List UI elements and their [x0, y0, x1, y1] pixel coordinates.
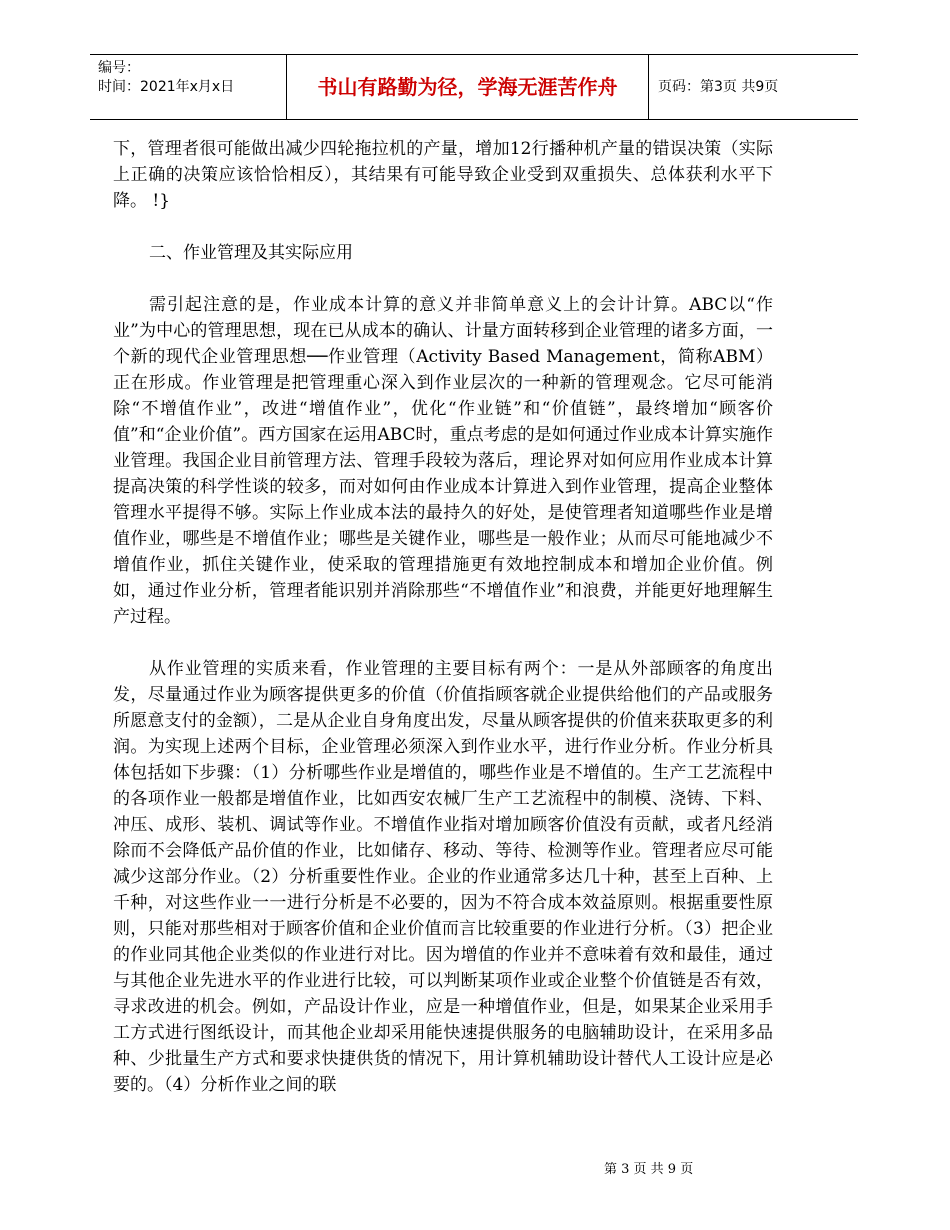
section-heading: 二、作业管理及其实际应用 [149, 243, 353, 263]
header-meta [98, 59, 234, 97]
paragraph: 需引起注意的是，作业成本计算的意义并非简单意义上的会计计算。ABC以“作业”为中心的管理思想，现在已从成本的确认、计量方面转移到企业管理的诸多方面，一个新的现代企业管理思想──作业管理（Activity Based Management，简称ABM）正在形成。作业管理是把管理重心深入到作业层次的一种新的管理观念。它尽可能消除“不增值作业”，改进“增值作业”，优化“作业链”和“价值链”，最终增加“顾客价值”和“企业价值”。西方国家在运用ABC时，重点考虑的是如何通过作业成本计算实施作业管理。我国企业目前管理方法、管理手段较为落后，理论界对如何应用作业成本计算提高决策的科学性谈的较多，而对如何由作业成本计算进入到作业管理，提高企业整体管理水平提得不够。实际上作业成本法的最持久的好处，是使管理者知道哪些作业是增值作业，哪些是不增值作业；哪些是关键作业，哪些是一般作业；从而尽可能地减少不增值作业，抓住关键作业，使采取的管理措施更有效地控制成本和增加企业价值。例如，通过作业分析，管理者能识别并消除那些“不增值作业”和浪费，并能更好地理解生产过程。 [113, 295, 773, 627]
document-body [113, 136, 773, 1098]
document-time-label: 时间：2021年x月x日 [98, 79, 235, 95]
header-page-label: 页码：第3页 共9页 [658, 79, 779, 95]
page-header [90, 54, 858, 120]
paragraph: 从作业管理的实质来看，作业管理的主要目标有两个：一是从外部顾客的角度出发，尽量通过作业为顾客提供更多的价值（价值指顾客就企业提供给他们的产品或服务所愿意支付的金额），二是从企业自身角度出发，尽量从顾客提供的价值来获取更多的利润。为实现上述两个目标，企业管理必须深入到作业水平，进行作业分析。作业分析具体包括如下步骤：（1）分析哪些作业是增值的，哪些作业是不增值的。生产工艺流程中的各项作业一般都是增值作业，比如西安农械厂生产工艺流程中的制模、浇铸、下料、冲压、成形、装机、调试等作业。不增值作业指对增加顾客价值没有贡献，或者凡经消除而不会降低产品价值的作业，比如储存、移动、等待、检测等作业。管理者应尽可能减少这部分作业。（2）分析重要性作业。企业的作业通常多达几十种，甚至上百种、上千种，对这些作业一一进行分析是不必要的，因为不符合成本效益原则。根据重要性原则，只能对那些相对于顾客价值和企业价值而言比较重要的作业进行分析。（3）把企业的作业同其他企业类似的作业进行对比。因为增值的作业并不意味着有效和最佳，通过与其他企业先进水平的作业进行比较，可以判断某项作业或企业整个价值链是否有效，寻求改进的机会。例如，产品设计作业，应是一种增值作业，但是，如果某企业采用手工方式进行图纸设计，而其他企业却采用能快速提供服务的电脑辅助设计，在采用多品种、少批量生产方式和要求快捷供货的情况下，用计算机辅助设计替代人工设计应是必要的。（4）分析作业之间的联 [113, 659, 773, 1095]
document-number-label: 编号： [98, 60, 140, 76]
paragraph: 下，管理者很可能做出减少四轮拖拉机的产量，增加12行播种机产量的错误决策（实际上正确的决策应该恰恰相反），其结果有可能导致企业受到双重损失、总体获利水平下降。 !} [113, 139, 773, 211]
header-motto: 书山有路勤为径，学海无涯苦作舟 [317, 75, 618, 99]
page-footer: 第 3 页 共 9 页 [604, 1162, 694, 1177]
header-divider [648, 55, 649, 119]
